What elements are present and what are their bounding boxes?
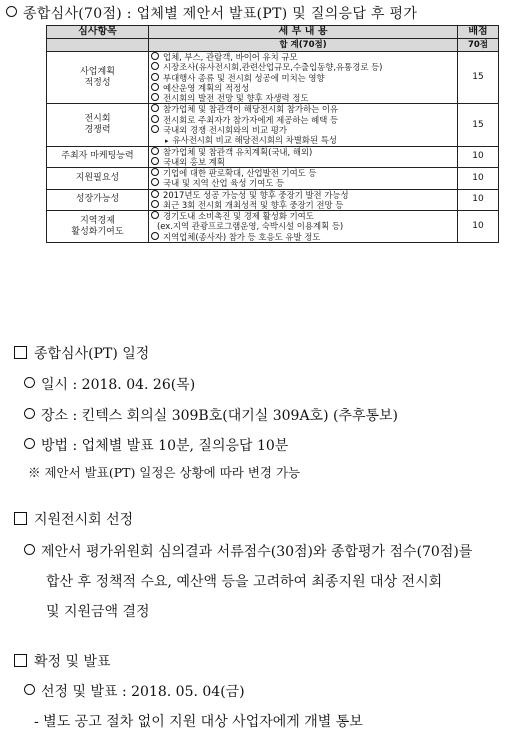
pt-place-text: 장소 : 킨텍스 회의실 309B호(대기실 309A호) (추후통보) (41, 408, 399, 424)
circle-bullet-icon (151, 115, 159, 123)
detail-text: 국내 및 지역 산업 육성 기여도 등 (163, 178, 285, 189)
detail-item (151, 221, 455, 231)
detail-text: 2017년도 성공 가능성 및 향후 중장기 발전 가능성 (163, 189, 349, 200)
circle-bullet-icon (151, 104, 159, 112)
row-category: 지역경제 활성화기여도 (47, 211, 149, 243)
circle-bullet-icon (151, 200, 159, 208)
row-category: 성장가능성 (47, 189, 149, 211)
announcement-title-text: 확정 및 발표 (34, 654, 111, 670)
detail-text: 최근 3회 전시회 개최성적 및 향후 중장기 전망 등 (163, 199, 344, 210)
detail-text: 전시회로 주최자가 참가자에게 제공하는 혜택 등 (163, 114, 339, 125)
row-score: 15 (458, 104, 499, 146)
row-details (149, 168, 458, 190)
detail-item (151, 125, 455, 135)
circle-bullet-icon (151, 147, 159, 155)
row-score: 10 (458, 189, 499, 211)
table-row (47, 52, 499, 104)
evaluation-title-text: 종합심사(70점) : 업체별 제안서 발표(PT) 및 질의응답 후 평가 (23, 6, 418, 22)
detail-item (151, 232, 455, 242)
announcement-date-text: 선정 및 발표 : 2018. 05. 04(금) (41, 684, 245, 700)
selection-line-3: 및 지원금액 결정 (46, 604, 150, 620)
detail-item (151, 52, 455, 62)
row-score: 10 (458, 211, 499, 243)
table-row (47, 211, 499, 243)
detail-item (151, 93, 455, 103)
detail-item (151, 83, 455, 93)
detail-text: 국내외 홍보 계획 (163, 156, 225, 167)
row-category: 지원필요성 (47, 168, 149, 190)
row-details (149, 146, 458, 168)
total-label: 합 계(70점) (149, 39, 458, 52)
detail-item (151, 211, 455, 221)
circle-bullet-icon (151, 232, 159, 240)
circle-bullet-icon (151, 62, 159, 70)
header-score: 배점 (458, 26, 499, 39)
pt-date-text: 일시 : 2018. 04. 26(목) (41, 377, 196, 393)
table-row (47, 146, 499, 168)
circle-bullet-icon (151, 211, 159, 219)
detail-item (151, 135, 455, 146)
detail-text: (ex.지역 관광프로그램운영, 숙박시설 이용계획 등) (157, 221, 344, 232)
row-category: 주최자 마케팅능력 (47, 146, 149, 168)
row-category: 사업계획 적정성 (47, 52, 149, 104)
selection-title-text: 지원전시회 선정 (34, 512, 134, 528)
pt-schedule-title-text: 종합심사(PT) 일정 (34, 346, 150, 362)
detail-text: 업체, 부스, 관람객, 바이어 유치 규모 (163, 52, 298, 63)
circle-bullet-icon (151, 190, 159, 198)
detail-text: 예산운영 계획의 적정성 (163, 82, 250, 93)
detail-text: 참가업체 및 참관객이 해당전시회 참가하는 이유 (163, 104, 339, 115)
pt-date (24, 374, 195, 394)
circle-bullet-icon (24, 544, 35, 555)
circle-bullet-icon (151, 157, 159, 165)
selection-line-2: 합산 후 정책적 수요, 예산액 등을 고려하여 최종지원 대상 전시회 (46, 574, 443, 590)
section-announcement-title (14, 651, 111, 671)
detail-text: 시장조사(유사전시회,관련산업규모,수출입동향,유통경로 등) (163, 62, 383, 73)
circle-bullet-icon (151, 168, 159, 176)
detail-item (151, 200, 455, 210)
total-score: 70점 (458, 39, 499, 52)
detail-item (151, 168, 455, 178)
pt-method (24, 435, 288, 455)
selection-line-1-text: 제안서 평가위원회 심의결과 서류점수(30점)와 종합평가 점수(70점)를 (41, 544, 473, 560)
circle-bullet-icon (151, 83, 159, 91)
row-category: 전시회 경쟁력 (47, 104, 149, 146)
circle-bullet-icon (151, 52, 159, 60)
detail-text: 기업에 대한 판로확대, 산업발전 기여도 등 (163, 168, 317, 179)
detail-item (151, 104, 455, 114)
row-score: 10 (458, 146, 499, 168)
detail-item (151, 190, 455, 200)
square-bullet-icon (14, 512, 27, 525)
arrow-bullet-icon: ▸ (165, 137, 169, 146)
total-row (47, 39, 499, 52)
circle-bullet-icon (6, 6, 17, 17)
section-evaluation-title (6, 3, 417, 23)
header-details: 세 부 내 용 (149, 26, 458, 39)
detail-text: 지역업체(종사자) 참가 등 호응도 유발 정도 (163, 231, 321, 242)
detail-item (151, 62, 455, 72)
circle-bullet-icon (151, 178, 159, 186)
section-pt-schedule-title (14, 343, 149, 363)
row-details (149, 104, 458, 146)
detail-text: 경기도내 소비촉진 및 경제 활성화 기여도 (163, 211, 314, 222)
row-score: 10 (458, 168, 499, 190)
square-bullet-icon (14, 654, 27, 667)
announcement-date (24, 681, 245, 701)
circle-bullet-icon (151, 93, 159, 101)
pt-note: ※ 제안서 발표(PT) 일정은 상황에 따라 변경 가능 (28, 465, 301, 480)
table-row (47, 189, 499, 211)
selection-line-1 (24, 541, 472, 561)
circle-bullet-icon (151, 73, 159, 81)
circle-bullet-icon (24, 684, 35, 695)
detail-item (151, 178, 455, 188)
detail-text: 전시회의 발전 전망 및 향후 자생력 정도 (163, 93, 309, 104)
circle-bullet-icon (24, 377, 35, 388)
detail-item (151, 73, 455, 83)
row-details (149, 211, 458, 243)
square-bullet-icon (14, 346, 27, 359)
table-row (47, 104, 499, 146)
detail-item (151, 115, 455, 125)
table-row (47, 168, 499, 190)
detail-text: 유사전시회 비교 해당전시회의 차별화된 특성 (172, 135, 337, 146)
row-score: 15 (458, 52, 499, 104)
circle-bullet-icon (151, 125, 159, 133)
row-details (149, 189, 458, 211)
circle-bullet-icon (24, 408, 35, 419)
row-details (149, 52, 458, 104)
circle-bullet-icon (24, 438, 35, 449)
detail-text: 국내외 경쟁 전시회와의 비교 평가 (163, 124, 287, 135)
section-selection-title (14, 509, 133, 529)
announcement-notice: - 별도 공고 절차 없이 지원 대상 사업자에게 개별 통보 (34, 714, 363, 730)
detail-item (151, 157, 455, 167)
header-category: 심사항목 (47, 26, 149, 39)
detail-text: 참가업체 및 참관객 유치계획(국내, 해외) (163, 146, 313, 157)
detail-text: 부대행사 종류 및 전시회 성공에 미치는 영향 (163, 72, 325, 83)
detail-item (151, 147, 455, 157)
pt-method-text: 방법 : 업체별 발표 10분, 질의응답 10분 (41, 438, 289, 454)
pt-place (24, 405, 398, 425)
evaluation-table (46, 25, 499, 243)
